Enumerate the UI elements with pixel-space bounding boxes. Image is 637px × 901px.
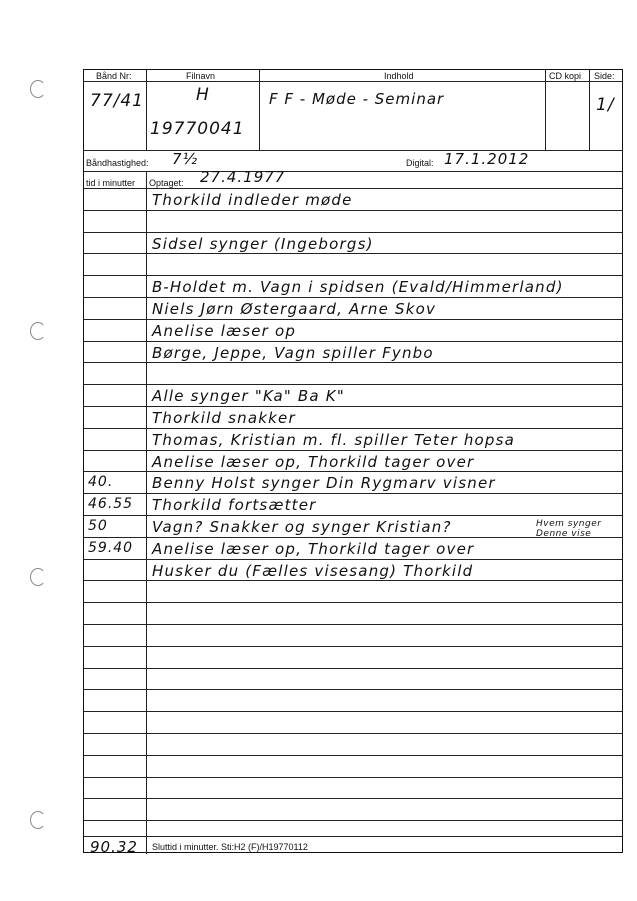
row-line — [84, 689, 622, 690]
row-line — [84, 188, 622, 189]
row-line — [84, 253, 622, 254]
indhold-label: Indhold — [384, 71, 414, 81]
binder-hole-middle — [30, 322, 46, 340]
row-line — [84, 406, 622, 407]
row-text: Thorkild fortsætter — [152, 496, 317, 515]
row-line — [84, 755, 622, 756]
row-time: 46.55 — [88, 496, 134, 513]
band-nr-value: 77/41 — [90, 91, 144, 111]
indhold-value: F F - Møde - Seminar — [269, 90, 445, 108]
row-line — [84, 450, 622, 451]
row-line — [84, 362, 622, 363]
header-divider — [545, 70, 546, 150]
end-time-value: 90.32 — [90, 838, 138, 856]
row-text: Anelise læser op, Thorkild tager over — [152, 452, 475, 471]
side-label: Side: — [594, 71, 615, 81]
footer-line — [84, 836, 622, 837]
row-line — [84, 319, 622, 320]
row-text: Benny Holst synger Din Rygmarv visner — [152, 474, 496, 493]
row-line — [84, 624, 622, 625]
row-line — [84, 777, 622, 778]
row-line — [84, 275, 622, 276]
filnavn-h-value: H — [196, 85, 210, 105]
row-line — [84, 493, 622, 494]
header-divider — [259, 70, 260, 150]
filnavn-label: Filnavn — [186, 71, 216, 81]
binder-hole-lower — [30, 568, 46, 586]
row-line — [84, 646, 622, 647]
digital-label: Digital: — [406, 158, 434, 168]
header-bottom-line — [84, 150, 622, 151]
row-line — [84, 428, 622, 429]
bandhastighed-label: Båndhastighed: — [86, 158, 149, 168]
row-text: B-Holdet m. Vagn i spidsen (Evald/Himmerland) — [152, 278, 564, 297]
row-line — [84, 580, 622, 581]
row-line — [84, 515, 622, 516]
row-text: Vagn? Snakker og synger Kristian? — [152, 518, 452, 536]
row-time: 59.40 — [88, 539, 134, 556]
cd-kopi-label: CD kopi — [549, 71, 582, 81]
row-line — [84, 559, 622, 560]
row-text: Husker du (Fælles visesang) Thorkild — [152, 561, 474, 580]
row-line — [84, 297, 622, 298]
row-time: 50 — [88, 518, 108, 534]
tid-label: tid i minutter — [86, 178, 136, 188]
row-line — [84, 341, 622, 342]
row-line — [84, 232, 622, 233]
row-line — [84, 733, 622, 734]
meta-line — [84, 171, 622, 172]
row-text: Alle synger "Ka" Ba K" — [152, 387, 345, 406]
row-text: Niels Jørn Østergaard, Arne Skov — [152, 300, 437, 318]
row-text: Thorkild indleder møde — [152, 191, 353, 209]
band-nr-label: Bånd Nr: — [96, 71, 132, 81]
row-line — [84, 384, 622, 385]
row-text: Anelise læser op, Thorkild tager over — [152, 539, 475, 558]
row-text: Anelise læser op — [152, 321, 297, 340]
binder-hole-top — [30, 80, 46, 98]
side-note — [536, 519, 626, 539]
header-divider — [589, 70, 590, 150]
row-line — [84, 668, 622, 669]
row-time: 40. — [88, 474, 114, 491]
row-line — [84, 471, 622, 472]
header-label-line — [84, 81, 622, 82]
row-line — [84, 798, 622, 799]
row-line — [84, 820, 622, 821]
row-text: Børge, Jeppe, Vagn spiller Fynbo — [152, 343, 434, 362]
digital-value: 17.1.2012 — [444, 150, 530, 168]
optaget-value: 27.4.1977 — [200, 168, 286, 186]
time-column-divider — [146, 171, 147, 854]
side-value: 1/ — [596, 95, 615, 115]
row-line — [84, 210, 622, 211]
side-note-text: Hvem synger Denne vise — [536, 519, 602, 539]
bandhastighed-value: 7½ — [172, 150, 199, 168]
header-divider — [146, 70, 147, 150]
filnavn-value: 19770041 — [150, 119, 245, 139]
optaget-label: Optaget: — [149, 178, 184, 188]
row-text: Thorkild snakker — [152, 409, 296, 427]
row-text: Sidsel synger (Ingeborgs) — [152, 234, 374, 253]
binder-hole-bottom — [30, 811, 46, 829]
row-line — [84, 602, 622, 603]
row-line — [84, 711, 622, 712]
row-text: Thomas, Kristian m. fl. spiller Teter hopsa — [152, 430, 516, 449]
sluttid-label: Sluttid i minutter. Sti:H2 (F)/H19770112 — [152, 842, 308, 852]
